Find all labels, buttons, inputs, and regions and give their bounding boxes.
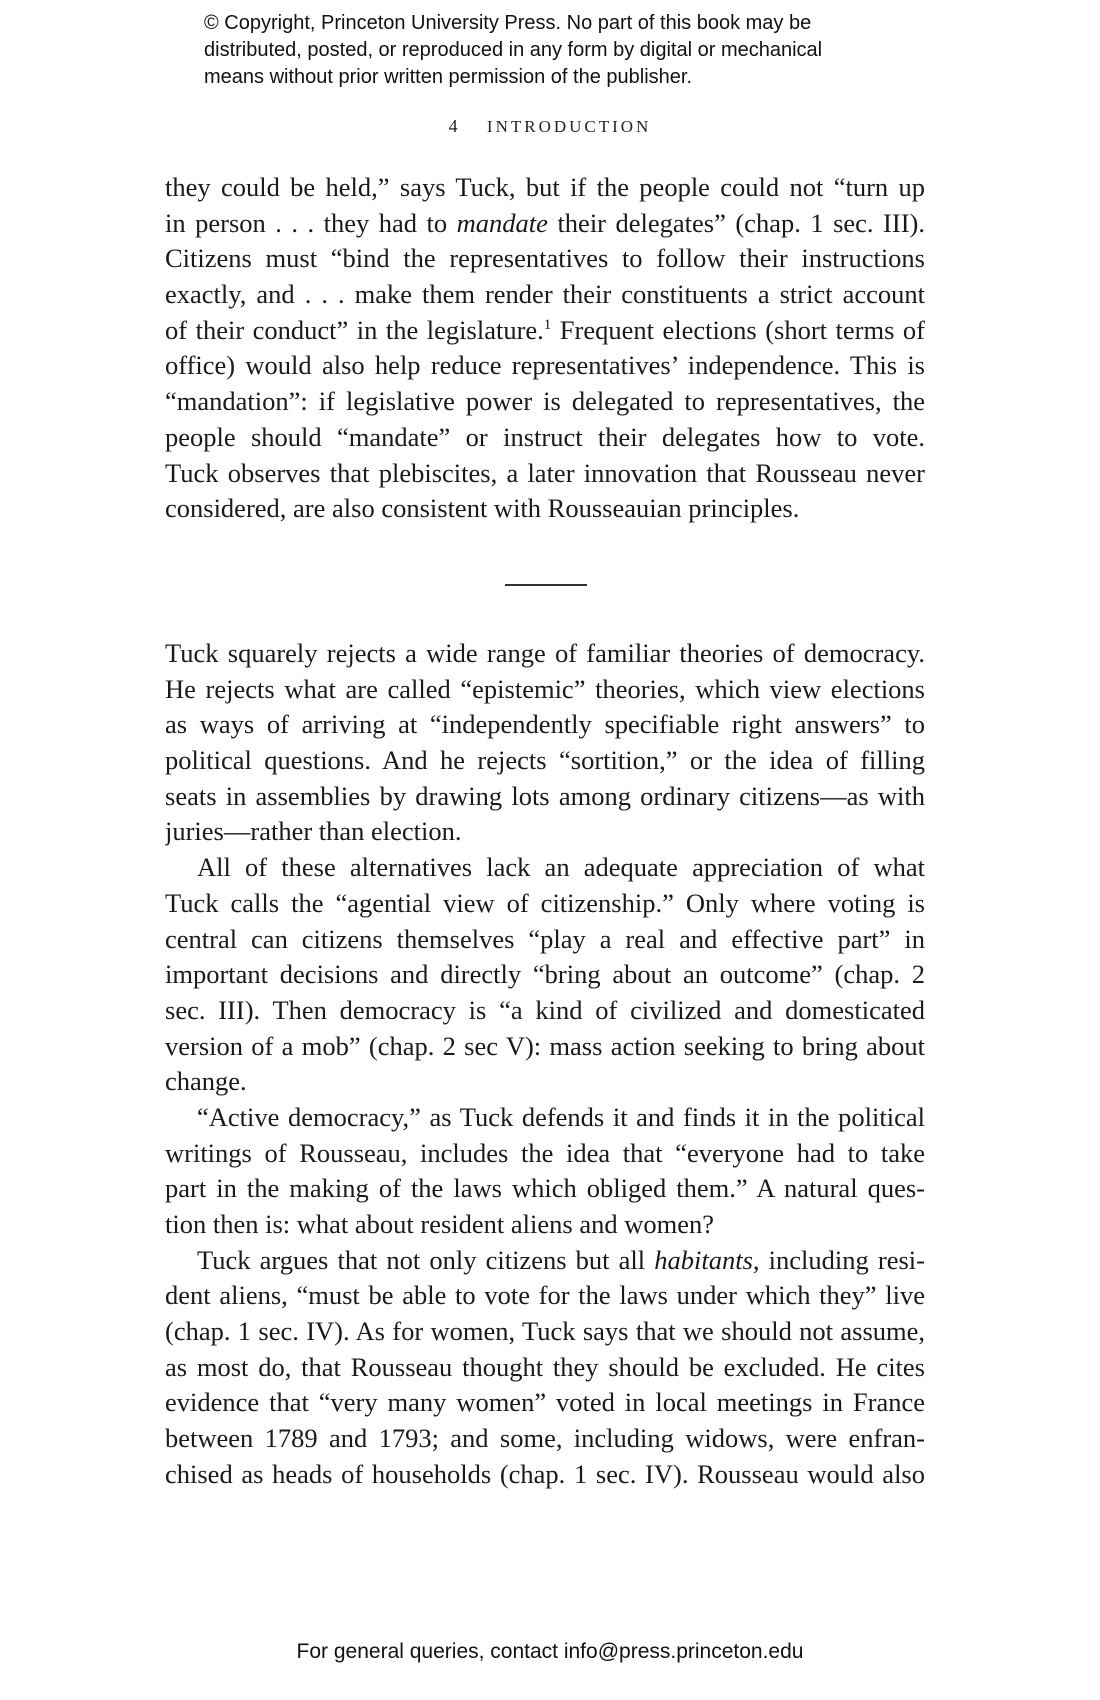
text-line: Tuck argues that not only citizens but all habitants, including resi- <box>197 1244 925 1275</box>
copyright-notice <box>204 10 924 91</box>
emphasis: mandate <box>456 207 548 238</box>
text-line: seats in assemblies by drawing lots among ordinary citizens—as with <box>165 780 925 811</box>
text-line: Tuck observes that plebiscites, a later innovation that Rousseau never <box>165 457 925 488</box>
text-line: (chap. 1 sec. IV). As for women, Tuck says that we should not assume, <box>165 1316 925 1347</box>
text-line: juries—rather than election. <box>165 816 462 847</box>
text-line: as most do, that Rousseau thought they should be excluded. He cites <box>165 1351 925 1382</box>
text-line: in person . . . they had to mandate their delegates” (chap. 1 sec. III). <box>165 207 925 238</box>
emphasis: habitants <box>654 1244 753 1275</box>
text-line: Citizens must “bind the representatives to follow their instructions <box>165 243 925 274</box>
section-divider <box>505 584 587 586</box>
footnote-marker[interactable]: 1 <box>543 316 552 333</box>
text-line: they could be held,” says Tuck, but if the people could not “turn up <box>165 172 925 202</box>
text-line: dent aliens, “must be able to vote for the laws under which they” live <box>165 1280 925 1311</box>
text-line: version of a mob” (chap. 2 sec V): mass action seeking to bring about <box>165 1030 925 1061</box>
text-line: considered, are also consistent with Rousseauian principles. <box>165 493 800 524</box>
paragraph-block-1 <box>165 170 925 527</box>
text-line: writings of Rousseau, includes the idea that “everyone had to take <box>165 1137 925 1168</box>
text-line: Tuck calls the “agential view of citizenship.” Only where voting is <box>165 887 925 918</box>
text-line: chised as heads of households (chap. 1 sec. IV). Rousseau would also <box>165 1458 925 1489</box>
text-line: of their conduct” in the legislature.$^1$ Frequent elections (short terms of <box>165 314 925 345</box>
running-head <box>0 116 1100 137</box>
copyright-line: distributed, posted, or reproduced in any form by digital or mechanical <box>204 39 823 61</box>
chapter-title: INTRODUCTION <box>486 117 652 136</box>
copyright-line: means without prior written permission of the publisher. <box>204 66 693 88</box>
text-line: as ways of arriving at “independently specifiable right answers” to <box>165 709 925 740</box>
text-line: central can citizens themselves “play a real and effective part” in <box>165 923 925 954</box>
text-line: All of these alternatives lack an adequate appreciation of what <box>197 852 925 883</box>
text-line: Tuck squarely rejects a wide range of familiar theories of democracy. <box>165 638 925 668</box>
text-line: “mandation”: if legislative power is delegated to representatives, the <box>165 386 925 417</box>
text-line: “Active democracy,” as Tuck defends it and finds it in the political <box>197 1101 925 1132</box>
text-line: political questions. And he rejects “sortition,” or the idea of filling <box>165 745 925 776</box>
footer-contact: For general queries, contact info@press.princeton.edu <box>296 1640 804 1663</box>
page-number: 4 <box>448 116 458 136</box>
paragraph-block-2 <box>165 636 925 1493</box>
text-line: He rejects what are called “epistemic” theories, which view elections <box>165 673 925 704</box>
text-line: office) would also help reduce representatives’ independence. This is <box>165 350 925 381</box>
text-line: exactly, and . . . make them render their constituents a strict account <box>165 279 925 310</box>
text-line: tion then is: what about resident aliens and women? <box>165 1209 715 1239</box>
text-line: evidence that “very many women” voted in local meetings in France <box>165 1387 925 1418</box>
text-line: change. <box>165 1066 247 1097</box>
text-line: people should “mandate” or instruct their delegates how to vote. <box>165 421 925 452</box>
text-line: sec. III). Then democracy is “a kind of civilized and domesticated <box>165 994 925 1025</box>
copyright-line: © Copyright, Princeton University Press. No part of this book may be <box>204 12 812 34</box>
text-line: part in the making of the laws which obliged them.” A natural ques- <box>165 1173 925 1204</box>
text-line: between 1789 and 1793; and some, including widows, were enfran- <box>165 1423 925 1454</box>
text-line: important decisions and directly “bring about an outcome” (chap. 2 <box>165 959 925 990</box>
